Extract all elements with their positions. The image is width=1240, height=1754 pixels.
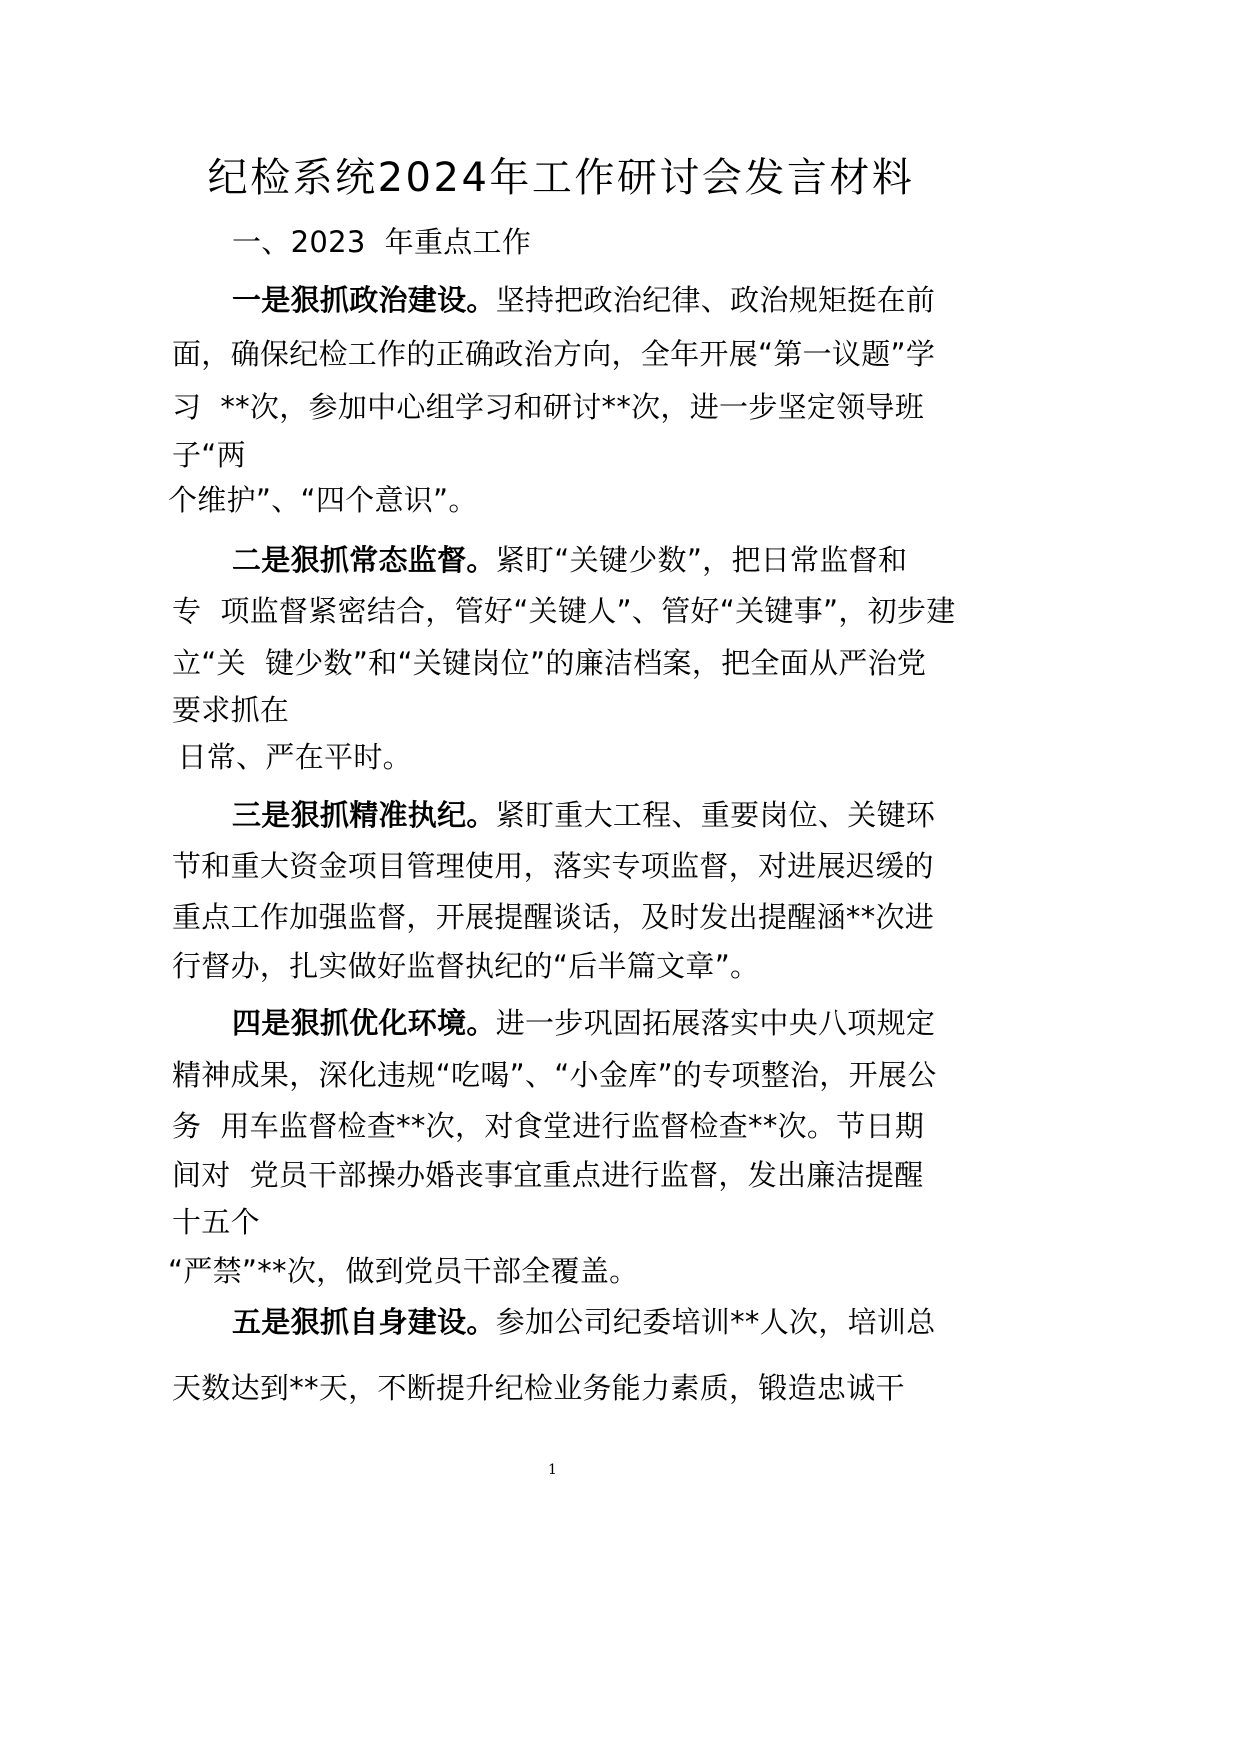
paragraph-line: “严禁”**次，做到党员干部全覆盖。 — [168, 1254, 639, 1288]
paragraph-lead: 五是狠抓自身建设。 — [232, 1305, 496, 1339]
paragraph-first-line — [232, 282, 935, 318]
paragraph-first-line — [232, 1005, 935, 1041]
paragraph-line: 立“关 键少数”和“关键岗位”的廉洁档案，把全面从严治党 — [172, 646, 927, 680]
paragraph-line: 紧盯“关键少数”，把日常监督和 — [495, 543, 908, 577]
paragraph-line: 日常、严在平时。 — [168, 740, 412, 774]
paragraph-line: 紧盯重大工程、重要岗位、关键环 — [495, 798, 936, 832]
paragraph-line: 节和重大资金项目管理使用，落实专项监督，对进展迟缓的 — [172, 849, 934, 883]
paragraph-first-line — [232, 797, 935, 833]
paragraph-line: 要求抓在 — [172, 693, 290, 727]
paragraph-line: 习 **次，参加中心组学习和研讨**次，进一步坚定领导班 — [172, 390, 925, 424]
paragraph-line: 参加公司纪委培训**人次，培训总 — [495, 1305, 936, 1339]
paragraph-lead: 二是狠抓常态监督。 — [232, 543, 496, 577]
paragraph-line: 坚持把政治纪律、政治规矩挺在前 — [495, 283, 936, 317]
paragraph-line: 专 项监督紧密结合，管好“关键人”、管好“关键事”，初步建 — [172, 594, 956, 628]
page-number: 1 — [548, 1462, 557, 1478]
paragraph-first-line — [232, 1304, 936, 1340]
paragraph-first-line — [232, 542, 907, 578]
paragraph-lead: 三是狠抓精准执纪。 — [232, 798, 496, 832]
paragraph-line: 个维护”、“四个意识”。 — [168, 483, 478, 517]
paragraph-line: 子“两 — [172, 438, 246, 472]
paragraph-line: 重点工作加强监督，开展提醒谈话，及时发出提醒涵**次进 — [172, 900, 935, 934]
paragraph-line: 天数达到**天，不断提升纪检业务能力素质，锻造忠诚干 — [172, 1371, 905, 1405]
paragraph-lead: 一是狠抓政治建设。 — [232, 283, 496, 317]
section-heading: 一、2023 年重点工作 — [232, 225, 532, 259]
paragraph-line: 面，确保纪检工作的正确政治方向，全年开展“第一议题”学 — [172, 337, 936, 371]
paragraph-lead: 四是狠抓优化环境。 — [232, 1006, 496, 1040]
document-title: 纪检系统2024年工作研讨会发言材料 — [207, 155, 915, 201]
paragraph-line: 务 用车监督检查**次，对食堂进行监督检查**次。节日期 — [172, 1109, 925, 1143]
paragraph-line: 精神成果，深化违规“吃喝”、“小金库”的专项整治，开展公 — [172, 1058, 937, 1092]
paragraph-line: 进一步巩固拓展落实中央八项规定 — [495, 1006, 936, 1040]
paragraph-line: 行督办，扎实做好监督执纪的“后半篇文章”。 — [172, 949, 760, 983]
paragraph-line: 间对 党员干部操办婚丧事宜重点进行监督，发出廉洁提醒 — [172, 1158, 924, 1192]
paragraph-line: 十五个 — [172, 1205, 260, 1239]
